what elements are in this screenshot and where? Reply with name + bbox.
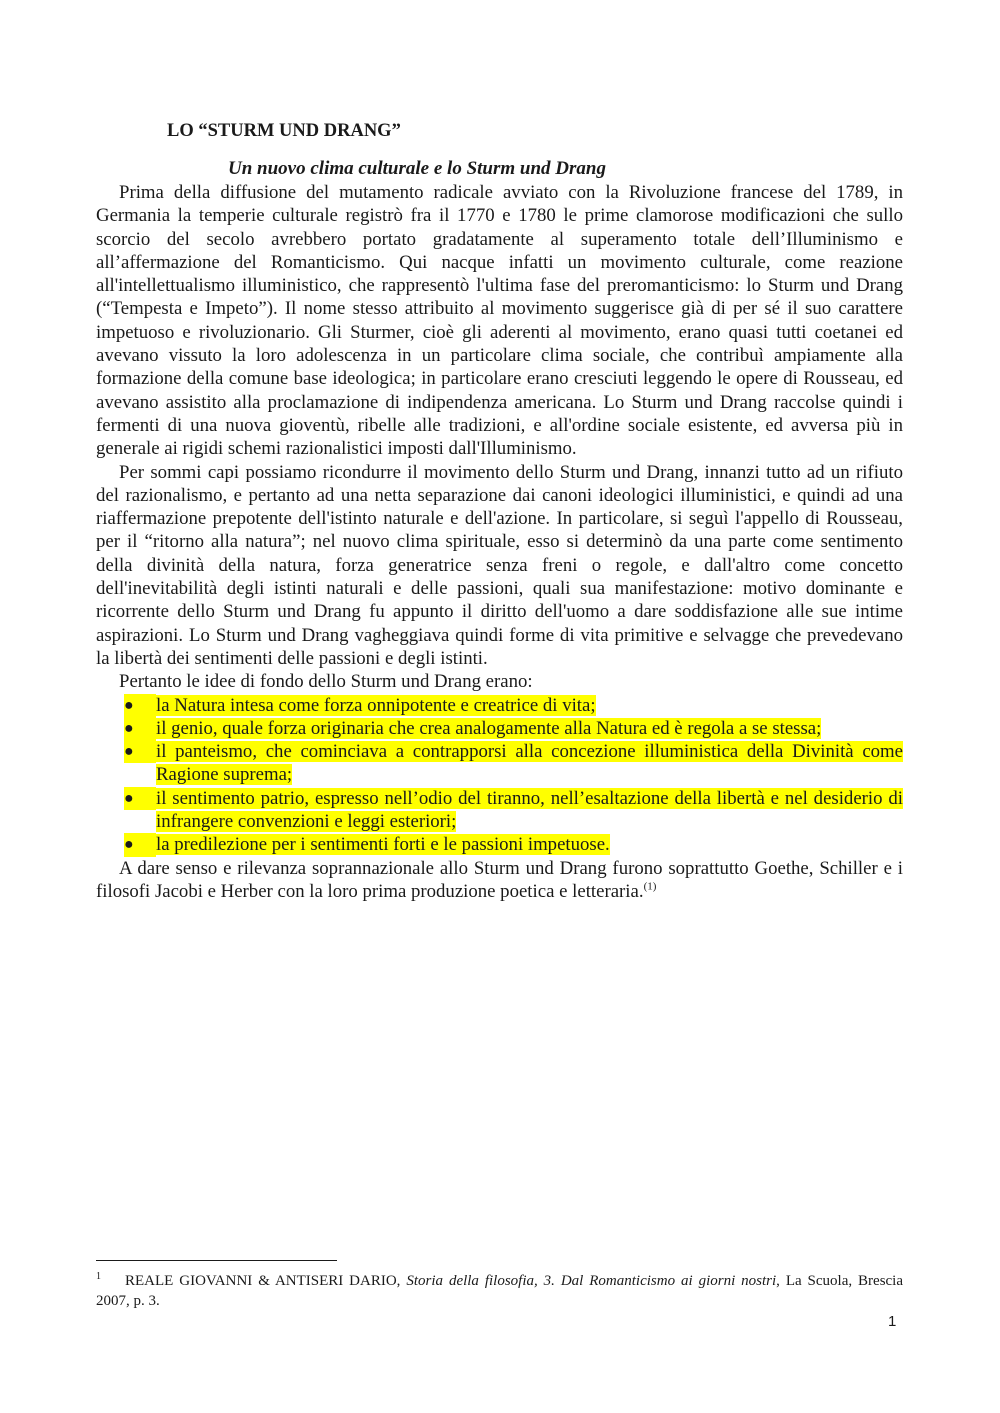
list-item — [96, 694, 903, 717]
bullet-icon: ● — [124, 717, 156, 740]
footnote-work-title: Storia della filosofia, 3. Dal Romanticismo ai giorni nostri — [406, 1273, 777, 1289]
footnote — [96, 1271, 903, 1311]
list-item — [96, 787, 903, 834]
bullet-icon: ● — [124, 694, 156, 717]
bullet-icon: ● — [124, 833, 156, 856]
footnote-authors: REALE GIOVANNI & ANTISERI DARIO, — [125, 1273, 401, 1289]
list-item — [96, 833, 903, 856]
bullet-icon: ● — [124, 740, 156, 763]
footnote-number: 1 — [96, 1271, 101, 1282]
list-item-text: il panteismo, che cominciava a contrapporsi alla concezione illuministica della Divinità come Ragione suprema; — [156, 741, 903, 786]
list-item-text: il sentimento patrio, espresso nell’odio del tiranno, nell’esaltazione della libertà e nel desiderio di infrangere convenzioni e leggi esteriori; — [156, 787, 903, 833]
paragraph-1: Prima della diffusione del mutamento radicale avviato con la Rivoluzione francese del 1789, in Germania la temperie culturale registrò fra il 1770 e 1780 le prime clamorose modificazioni che sullo scorcio del secolo avrebbero portato gradatamente al superamento totale dell’Illuminismo e all’affermazione del Romanticismo. Qui nacque infatti un movimento culturale, come reazione all'intellettualismo illuministico, che rappresentò l'ultima fase del preromanticismo: lo Sturm und Drang (“Tempesta e Impeto”). Il nome stesso attribuito al movimento suggerisce già di per sé il suo carattere impetuoso e rivoluzionario. Gli Sturmer, cioè gli aderenti al movimento, erano quasi tutti coetanei ed avevano vissuto la loro adolescenza in un particolare clima sociale, che contribuì ampiamente alla formazione della comune base ideologica; in particolare erano cresciuti leggendo le opere di Rousseau, ed avevano assistito alla proclamazione di indipendenza americana. Lo Sturm und Drang raccolse quindi i fermenti di una nuova gioventù, ribelle alle tradizioni, e all'ordine sociale esistente, ed avversa più in generale ai rigidi schemi razionalistici imposti dall'Illuminismo. — [96, 182, 903, 460]
bullet-icon: ● — [124, 787, 156, 810]
list-item — [96, 717, 903, 740]
document-title: LO “STURM UND DRANG” — [167, 121, 401, 141]
footnote-publisher: , La Scuola, Brescia 2007, p. 3. — [96, 1273, 904, 1309]
list-item — [96, 740, 903, 787]
list-item-text: la Natura intesa come forza onnipotente e creatrice di vita; — [156, 694, 596, 716]
paragraph-2: Per sommi capi possiamo ricondurre il movimento dello Sturm und Drang, innanzi tutto ad un rifiuto del razionalismo, e pertanto ad una netta separazione dai canoni ideologici illuministici, e quindi ad una riaffermazione prepotente dell'istinto naturale e dell'azione. In particolare, si seguì l'appello di Rousseau, per il “ritorno alla natura”; nel nuovo clima spirituale, esso si determinò da una parte come sentimento della divinità della natura, forza generatrice senza freni o regole, e dall'altro come concetto dell'inevitabilità degli istinti naturali e delle passioni, quali sua manifestazione: motivo dominante e ricorrente dello Sturm und Drang fu appunto il diritto dell'uomo a dare soddisfazione alle sue intime aspirazioni. Lo Sturm und Drang vagheggiava quindi forme di vita primitive e selvagge che prevedevano la libertà dei sentimenti delle passioni e degli istinti. — [96, 461, 903, 669]
body-text — [96, 181, 903, 903]
footnote-reference[interactable]: (1) — [643, 880, 657, 893]
ideas-list — [96, 694, 903, 857]
list-item-text: la predilezione per i sentimenti forti e le passioni impetuose. — [156, 834, 610, 856]
list-item-text: il genio, quale forza originaria che crea analogamente alla Natura ed è regola a se stessa; — [156, 717, 822, 739]
page-number: 1 — [888, 1313, 897, 1330]
list-intro: Pertanto le idee di fondo dello Sturm und Drang erano: — [119, 671, 533, 693]
paragraph-3 — [96, 857, 903, 904]
footnote-separator — [96, 1260, 337, 1261]
paragraph-3-text: A dare senso e rilevanza soprannazionale allo Sturm und Drang furono soprattutto Goethe, Schiller e i filosofi Jacobi e Herber con la loro prima produzione poetica e letteraria. — [96, 857, 903, 902]
section-subtitle: Un nuovo clima culturale e lo Sturm und Drang — [228, 158, 606, 179]
